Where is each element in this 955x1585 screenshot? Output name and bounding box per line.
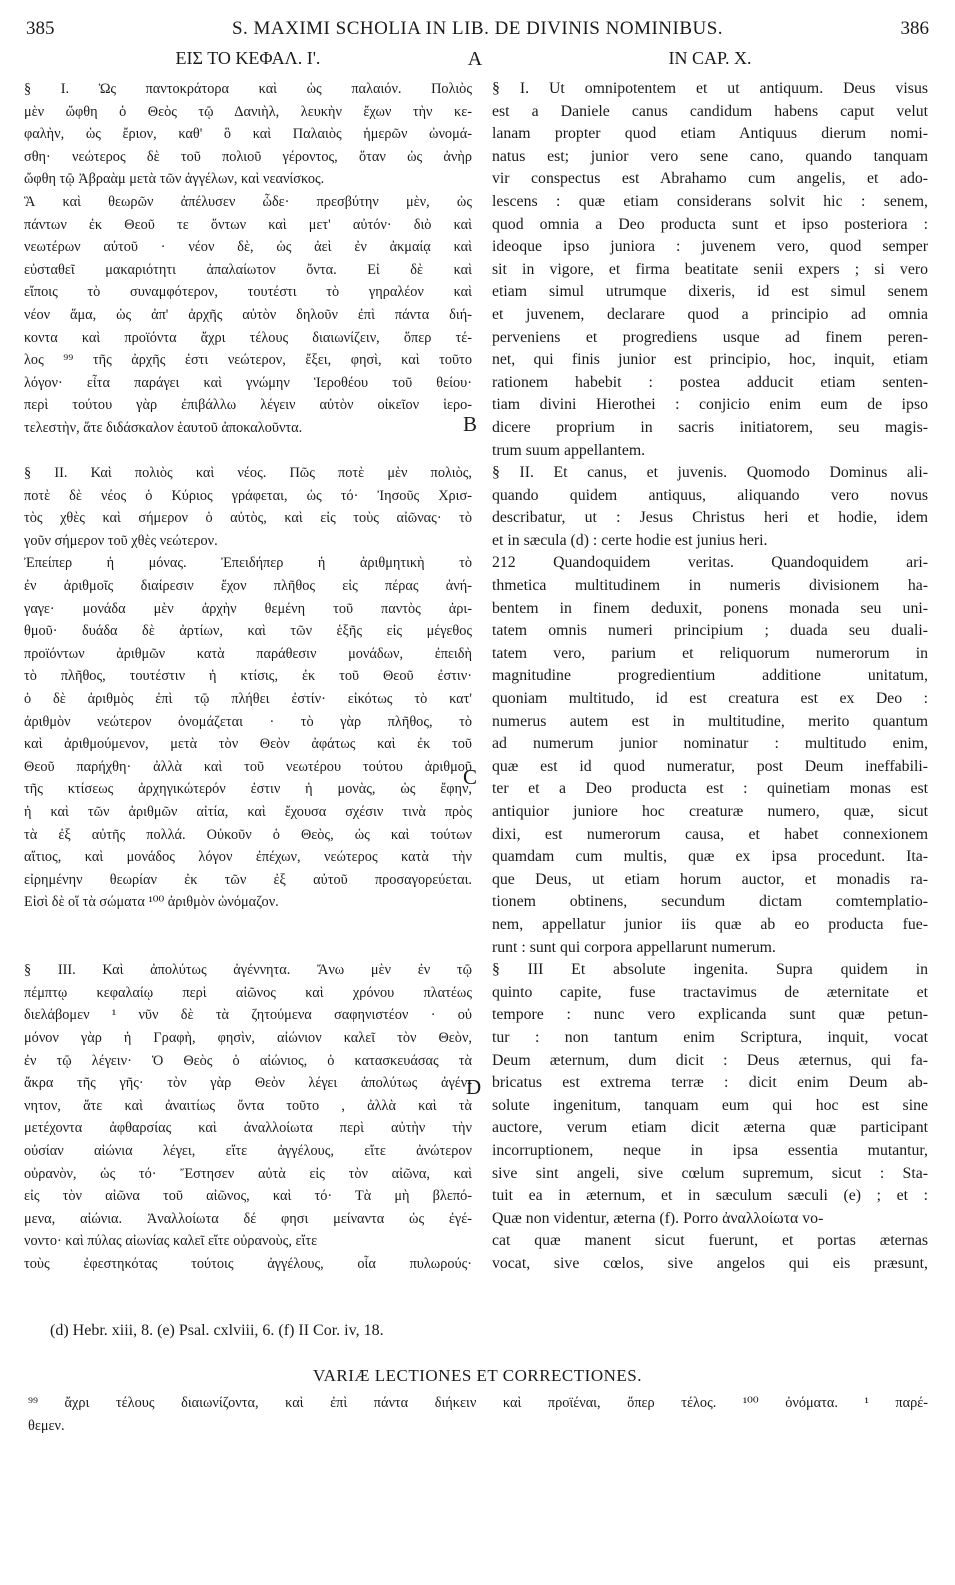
greek-line: μετέχοντα ἀφθαρσίας καὶ ἀναλλοίωτα περὶ αὐτὴν τὴν [24, 1120, 472, 1137]
latin-line: tur : non tantum enim Scriptura, inquit, vocat [492, 1028, 928, 1046]
greek-line: μενα, αἰώνια. Ἀναλλοίωτα δέ φησι μείναντα ὡς ἐγέ- [24, 1210, 472, 1227]
page-number-left: 385 [26, 18, 55, 39]
greek-line: Ἐπείπερ ἡ μόνας. Ἐπειδήπερ ἡ ἀριθμητικὴ τὸ [24, 555, 472, 572]
latin-line: tuit ea in æternum, et in sæculum sæculi (e) ; et : [492, 1187, 928, 1205]
latin-line: vocat, sive cœlos, sive angelos qui eis præsunt, [492, 1254, 928, 1272]
greek-line: λος ⁹⁹ τῆς ἀρχῆς ἐστι νεώτερον, ἔξει, φησὶ, καὶ τοῦτο [24, 352, 472, 369]
variae-line: ⁹⁹ ἄχρι τέλους διαιωνίζοντα, καὶ ἐπὶ πάντα διήκειν καὶ προϊέναι, ὅπερ τέλος. ¹⁰⁰ ὀνόματα. ¹ παρέ- [28, 1395, 928, 1411]
greek-line: εἰρημένην θεωρίαν ἐκ τῶν ἐξ αὐτοῦ προσαγορεύεται. [24, 871, 472, 888]
greek-chapter-heading: ΕΙΣ ΤΟ ΚΕΦΑΛ. Ι'. [175, 48, 321, 68]
greek-line: γαγε· μονάδα μὲν ἀρχὴν θεμένη τοῦ παντὸς ἀρι- [24, 600, 472, 617]
greek-line: φαλὴν, ὡς ἔριον, καθ' ὃ καὶ Παλαιὸς ἡμερῶν ὠνομά- [24, 126, 472, 143]
paragraph-gap [24, 440, 472, 463]
latin-line: est a Daniele canus candidum habens caput velut [492, 102, 928, 120]
greek-line: εἰς τὸν αἰῶνα τοῦ αἰῶνος, καὶ τό· Τὰ μὴ βλεπό- [24, 1188, 472, 1205]
latin-line: net, qui finis junior est principio, hoc, inquit, etiam [492, 351, 928, 369]
latin-line: etiam simul utrumque dixeris, id est simul senem [492, 283, 928, 301]
latin-line: magnitudine progredientium additione unitatum, [492, 667, 928, 685]
greek-line: λόγον· εἶτα παράγει καὶ γνώμην Ἱεροθέου τοῦ θείου· [24, 374, 472, 391]
latin-line: antiquior juniore hoc creaturæ numero, quæ, sicut [492, 803, 928, 820]
latin-chapter-heading: IN CAP. X. [668, 48, 752, 68]
greek-line: κοντα καὶ προϊόντα ἄχρι τέλους διαιωνίζειν, ὅπερ τέ- [24, 329, 472, 346]
greek-line: ὁ δὲ ἀριθμὸς ἐπὶ τῷ πλήθει ἐστίν· εἰκότως τὸ κατ' [24, 691, 472, 708]
greek-line: μὲν ὤφθη ὁ Θεὸς τῷ Δανιὴλ, λευκὴν ἔχων τὴν κε- [24, 103, 472, 120]
latin-line: quæ est id quod numeratur, post Deum ineffabili- [492, 757, 928, 775]
latin-line: dicere proprium in sacris initiatorem, seu magis- [492, 418, 928, 436]
greek-line: θμοῦ· δυάδα δὲ ἀρτίων, καὶ τῶν ἑξῆς εἰς μέγεθος [24, 623, 472, 640]
latin-line: vir conspectus est Abrahamo cum angelis, et ado- [492, 170, 928, 188]
latin-line: bricatus est extrema terræ : dicit enim Deum ab- [492, 1074, 928, 1092]
page-number-right: 386 [900, 18, 929, 39]
greek-line: οὐρανὸν, ὡς τό· Ἔστησεν αὐτὰ εἰς τὸν αἰῶνα, καὶ [24, 1165, 472, 1182]
latin-line: perveniens et progrediens usque ad finem peren- [492, 328, 928, 346]
greek-line: τὸ πλῆθος, τουτέστιν ἡ κτίσις, ἐκ τοῦ Θεοῦ ἐστιν· [24, 668, 472, 685]
latin-line: thmetica multitudinem in numeris divisionem ha- [492, 577, 928, 595]
greek-line: § III. Καὶ ἀπολύτως ἀγέννητα. Ἄνω μὲν ἐν τῷ [24, 962, 472, 979]
greek-line: ἐν ἀριθμοῖς διαίρεσιν ἔχον πλῆθος εἰς πέρας ἀνή- [24, 578, 472, 595]
latin-line: quando quidem antiquus, aliquando vero novus [492, 486, 928, 504]
greek-line: εὐσταθεῖ μακαριότητι ἀπαλαίωτον ὄντα. Εἰ δὲ καὶ [24, 261, 472, 278]
latin-line: solute ingenitum, tanquam eum qui hoc est sine [492, 1096, 928, 1114]
scripture-references: (d) Hebr. xiii, 8. (e) Psal. cxlviii, 6. (f) II Cor. iv, 18. [50, 1322, 384, 1339]
variae-heading: VARIÆ LECTIONES ET CORRECTIONES. [313, 1366, 642, 1385]
latin-line: Quæ non videntur, æterna (f). Porro ἀναλλοίωτα vo- [492, 1209, 824, 1227]
greek-line: ποτὲ δὲ νέος ὁ Κύριος γράφεται, ὡς τό· Ἰησοῦς Χρισ- [24, 487, 472, 504]
latin-line: quinto capite, fuse tractavimus de æternitate et [492, 983, 928, 1001]
greek-line: μόνον γὰρ ἡ Γραφὴ, φησὶν, αἰώνιον καλεῖ τὸν Θεὸν, [24, 1029, 472, 1046]
latin-line: sit in vigore, et firma beatitate senii expers ; si vero [492, 260, 928, 278]
latin-line: tatem vero, parium et reliquorum numerorum in [492, 644, 928, 662]
greek-line: ὤφθη τῷ Ἀβραὰμ μετὰ τῶν ἀγγέλων, καὶ νεανίσκος. [24, 171, 325, 188]
latin-line: ter et a Deo producta est : quinetiam monas est [492, 780, 928, 798]
latin-line: ad numerum junior nominatur : multitudo enim, [492, 735, 928, 753]
greek-line: ἡ καὶ τῶν ἀριθμῶν αἰτία, καὶ ἔχουσα σχέσιν τινὰ πρὸς [24, 804, 472, 820]
greek-line: νέον ἅμα, ὡς ἀπ' ἀρχῆς αὐτὸν δηλοῦν ἐπὶ πάντα διή- [24, 306, 472, 323]
greek-line: γοῦν σήμερον τοῦ χθὲς νεώτερον. [24, 532, 218, 549]
variae-line: θεμεν. [28, 1417, 65, 1434]
greek-line: τὰ ἐξ αὐτῆς πολλά. Οὐκοῦν ὁ Θεὸς, ὡς καὶ τούτων [24, 826, 472, 843]
greek-text-column [24, 78, 472, 1275]
margin-letter-b: B [463, 412, 478, 436]
greek-line: αἴτιος, καὶ μονάδος λόγον ἐπέχων, νεώτερος κατὰ τὴν [24, 849, 472, 866]
greek-line: νητον, ἅτε καὶ ἀναιτίως ὄντα τοῦτο , ἀλλὰ καὶ τὰ [24, 1097, 472, 1114]
latin-line: et juvenem, declarare quod a principio ad omnia [492, 305, 928, 323]
greek-line: περὶ τούτου γὰρ ἐπιβάλλω λέγειν αὐτὸν οἰκεῖον ἱερο- [24, 397, 472, 414]
variae-notes [28, 1392, 928, 1437]
latin-line: nem, appellatur junior iis quæ ab eo producta fue- [492, 915, 928, 933]
greek-line: τὸς χθὲς καὶ σήμερον ὁ αὐτὸς, καὶ εἰς τοὺς αἰῶνας· τὸ [24, 510, 472, 527]
latin-line: ideoque ipso juniora : juvenem vero, quod semper [492, 238, 928, 256]
greek-line: προϊόντων ἀριθμῶν κατὰ παράθεσιν μονάδων, ἐπειδὴ [24, 645, 472, 662]
greek-line: ἐν τῷ λέγειν· Ὁ Θεὸς ὁ αἰώνιος, ὁ κατασκευάσας τὰ [24, 1052, 472, 1069]
latin-line: tionem obtinens, secundum dictam comtemplatio- [492, 893, 928, 911]
latin-line: dixi, est numerorum causa, et habet connexionem [492, 825, 928, 843]
greek-line: οὐσίαν αἰώνια λέγει, εἴτε ἀγγέλους, εἴτε ἀνώτερον [24, 1142, 472, 1159]
latin-line: § III Et absolute ingenita. Supra quidem in [492, 961, 928, 979]
latin-text-column [492, 78, 928, 1275]
greek-line: § I. Ὡς παντοκράτορα καὶ ὡς παλαιόν. Πολιὸς [24, 81, 472, 97]
running-header [0, 18, 955, 46]
paragraph-gap [24, 914, 472, 937]
margin-letter-c: C [463, 765, 478, 789]
greek-line: σθη· νεώτερος δὲ τοῦ πολιοῦ γέροντος, ὅταν ὡς ἀνὴρ [24, 148, 472, 165]
greek-line: πάντων ἐκ Θεοῦ τε ὄντων καὶ μετ' αὐτόν· διὸ καὶ [24, 216, 472, 233]
latin-line: runt : sunt qui corpora appellarunt numerum. [492, 938, 776, 956]
greek-line: διελάβομεν ¹ νῦν δὲ τὰ ζητούμενα σαφηνιστέον · οὐ [24, 1007, 472, 1024]
latin-line: quamdam cum multis, quæ ex ipsa procedunt. Ita- [492, 848, 928, 866]
greek-line: § II. Καὶ πολιὸς καὶ νέος. Πῶς ποτὲ μὲν πολιὸς, [24, 465, 472, 482]
latin-line: trum suum appellantem. [492, 441, 646, 459]
latin-line: lescens : quæ etiam considerans solvit hic : senem, [492, 192, 928, 210]
greek-line: τελεστὴν, ἅτε διδάσκαλον ἑαυτοῦ ἀποκαλοῦντα. [24, 419, 303, 436]
greek-line: ἀριθμὸν νεώτερον ὀνομάζεται · τὸ γὰρ πλῆθος, τὸ [24, 713, 472, 730]
greek-line: ἄκρα τῆς γῆς· τὸν γὰρ Θεὸν λέγει ἀπολύτως ἀγέν- [24, 1075, 472, 1092]
greek-line: Εἰσὶ δὲ οἵ τὰ σώματα ¹⁰⁰ ἀριθμὸν ὠνόμαζον. [24, 894, 279, 911]
greek-line: τοὺς ἐφεστηκότας τούτοις ἀγγέλους, οἷα πυλωρούς· [24, 1255, 472, 1272]
latin-line: cat quæ manent sicut fuerunt, et portas æternas [492, 1232, 928, 1250]
latin-line: sive sint angeli, sive cœlum supremum, sicut : Sta- [492, 1164, 928, 1182]
latin-line: 212 Quandoquidem veritas. Quandoquidem ari- [492, 554, 928, 572]
greek-line: νεωτέρων αὐτοῦ · νέον δὲ, ὡς ἀεὶ ἐν ἀκμαίᾳ καὶ [24, 239, 472, 256]
latin-line: § I. Ut omnipotentem et ut antiquum. Deus visus [492, 80, 928, 97]
greek-line: πέμπτῳ κεφαλαίῳ περὶ αἰῶνος καὶ χρόνου πλατέως [24, 984, 472, 1001]
latin-line: tempore : nunc vero explicanda sunt quæ petun- [492, 1006, 928, 1024]
margin-letter-d: D [466, 1075, 482, 1099]
latin-line: natus est; junior vero sene cano, quando tanquam [492, 147, 928, 165]
latin-line: quod omnia a Deo producta sunt et ipso posteriora : [492, 215, 928, 233]
margin-letter-a: A [467, 48, 483, 70]
latin-line: rationem habebit : postea adducit etiam senten- [492, 373, 928, 391]
greek-line: καὶ ἀριθμούμενον, μετὰ τὸν Θεὸν ἀφάτως καὶ ἐκ τοῦ [24, 736, 472, 753]
latin-line: quoniam multitudo, id est creatura est ex Deo : [492, 690, 928, 708]
latin-line: bentem in finem deduxit, ponens monada seu uni- [492, 599, 928, 617]
latin-line: numerus autem est in multitudine, merito quantum [492, 712, 928, 730]
latin-line: describatur, ut : Jesus Christus heri et hodie, idem [492, 509, 928, 527]
latin-line: lanam propter quod etiam Antiquus dierum nomi- [492, 125, 928, 143]
latin-line: tatem omnis numeri principium ; duada seu duali- [492, 622, 928, 640]
latin-line: et in sæcula (d) : certe hodie est junius heri. [492, 531, 768, 549]
latin-line: auctore, verum etiam dicit æterna quæ participant [492, 1119, 928, 1137]
latin-line: que Deus, ut etiam horum auctor, et monadis ra- [492, 870, 928, 888]
latin-line: Deum æternum, dum dicit : Deus æternus, qui fa- [492, 1051, 928, 1069]
running-title: S. MAXIMI SCHOLIA IN LIB. DE DIVINIS NOMINIBUS. [231, 18, 724, 39]
paragraph-gap [24, 937, 472, 960]
greek-line: νοντο· καὶ πύλας αἰωνίας καλεῖ εἴτε οὐρανοὺς, εἴτε [24, 1233, 318, 1250]
greek-line: τῆς κτίσεως ἀρχηγικώτερόν ἐστιν ἡ μονὰς, ὡς ἔφην, [24, 781, 472, 798]
greek-line: Θεοῦ παρήχθη· ἀλλὰ καὶ τοῦ νεωτέρου τούτου ἀριθμοῦ [24, 758, 472, 775]
greek-line: εἴποις τὸ συναμφότερον, τουτέστι τὸ γηραλέον καὶ [24, 284, 472, 301]
latin-line: tiam divini Hierothei : conjicio enim eum de ipso [492, 396, 928, 414]
greek-line: Ἃ καὶ θεωρῶν ἀπέλυσεν ὧδε· πρεσβύτην μὲν, ὡς [24, 193, 472, 210]
latin-line: § II. Et canus, et juvenis. Quomodo Dominus ali- [492, 464, 928, 482]
latin-line: incorruptionem, neque in ipsa essentia mutantur, [492, 1141, 928, 1159]
